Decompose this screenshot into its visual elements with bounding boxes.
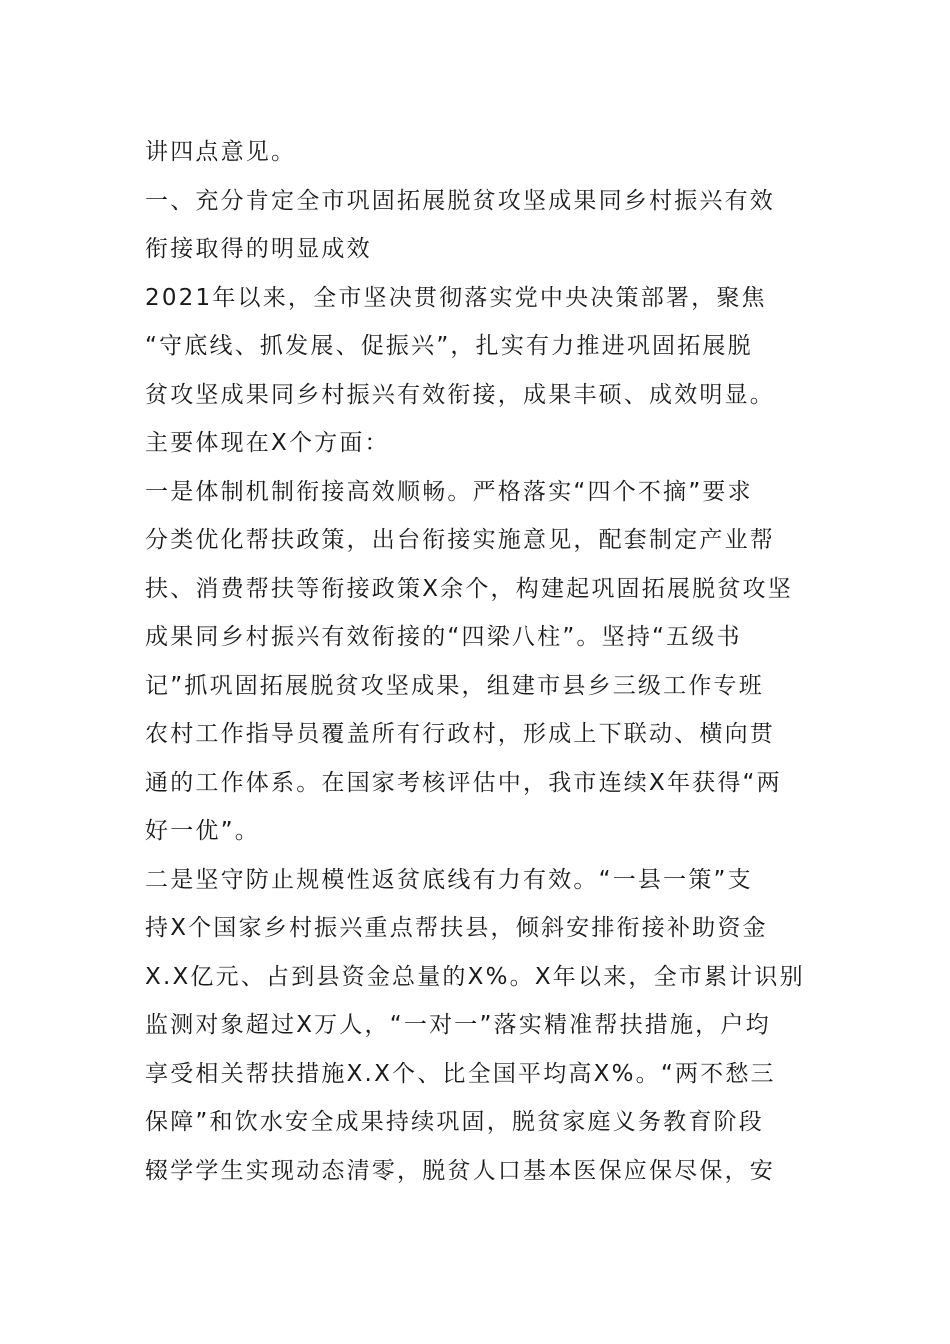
text-line: 贫攻坚成果同乡村振兴有效衔接，成果丰硕、成效明显。 <box>145 381 775 408</box>
text-line: 持X个国家乡村振兴重点帮扶县，倾斜安排衔接补助资金 <box>145 915 768 941</box>
section-heading-line: 衔接取得的明显成效 <box>145 236 372 262</box>
section-heading-line: 一、充分肯定全市巩固拓展脱贫攻坚成果同乡村振兴有效 <box>145 187 775 214</box>
text-line: 享受相关帮扶措施X.X个、比全国平均高X%。“两不愁三 <box>145 1060 776 1087</box>
text-line: 好一优”。 <box>145 818 260 844</box>
document-body <box>145 128 810 1195</box>
text-line: X.X亿元、占到县资金总量的X%。X年以来，全市累计识别 <box>145 963 805 990</box>
text-line: 成果同乡村振兴有效衔接的“四梁八柱”。坚持“五级书 <box>145 624 742 650</box>
text-line: 辍学学生实现动态清零，脱贫人口基本医保应保尽保，安 <box>145 1157 775 1184</box>
text-line: “守底线、抓发展、促振兴”，扎实有力推进巩固拓展脱 <box>145 333 753 359</box>
text-line: 监测对象超过X万人，“一对一”落实精准帮扶措施，户均 <box>145 1012 771 1038</box>
text-line: 分类优化帮扶政策，出台衔接实施意见，配套制定产业帮 <box>145 527 775 553</box>
text-line: 保障”和饮水安全成果持续巩固，脱贫家庭义务教育阶段 <box>145 1109 764 1135</box>
text-line: 主要体现在X个方面： <box>145 430 390 456</box>
text-line: 讲四点意见。 <box>145 139 297 165</box>
text-line: 记”抓巩固拓展脱贫攻坚成果，组建市县乡三级工作专班 <box>145 672 764 699</box>
text-line: 一是体制机制衔接高效顺畅。严格落实“四个不摘”要求 <box>145 478 753 505</box>
text-line: 通的工作体系。在国家考核评估中，我市连续X年获得“两 <box>145 769 782 796</box>
text-line: 2021年以来，全市坚决贯彻落实党中央决策部署，聚焦 <box>145 284 767 311</box>
text-line: 农村工作指导员覆盖所有行政村，形成上下联动、横向贯 <box>145 721 775 747</box>
text-line: 二是坚守防止规模性返贫底线有力有效。“一县一策”支 <box>145 866 753 893</box>
text-line: 扶、消费帮扶等衔接政策X余个，构建起巩固拓展脱贫攻坚 <box>145 575 793 602</box>
